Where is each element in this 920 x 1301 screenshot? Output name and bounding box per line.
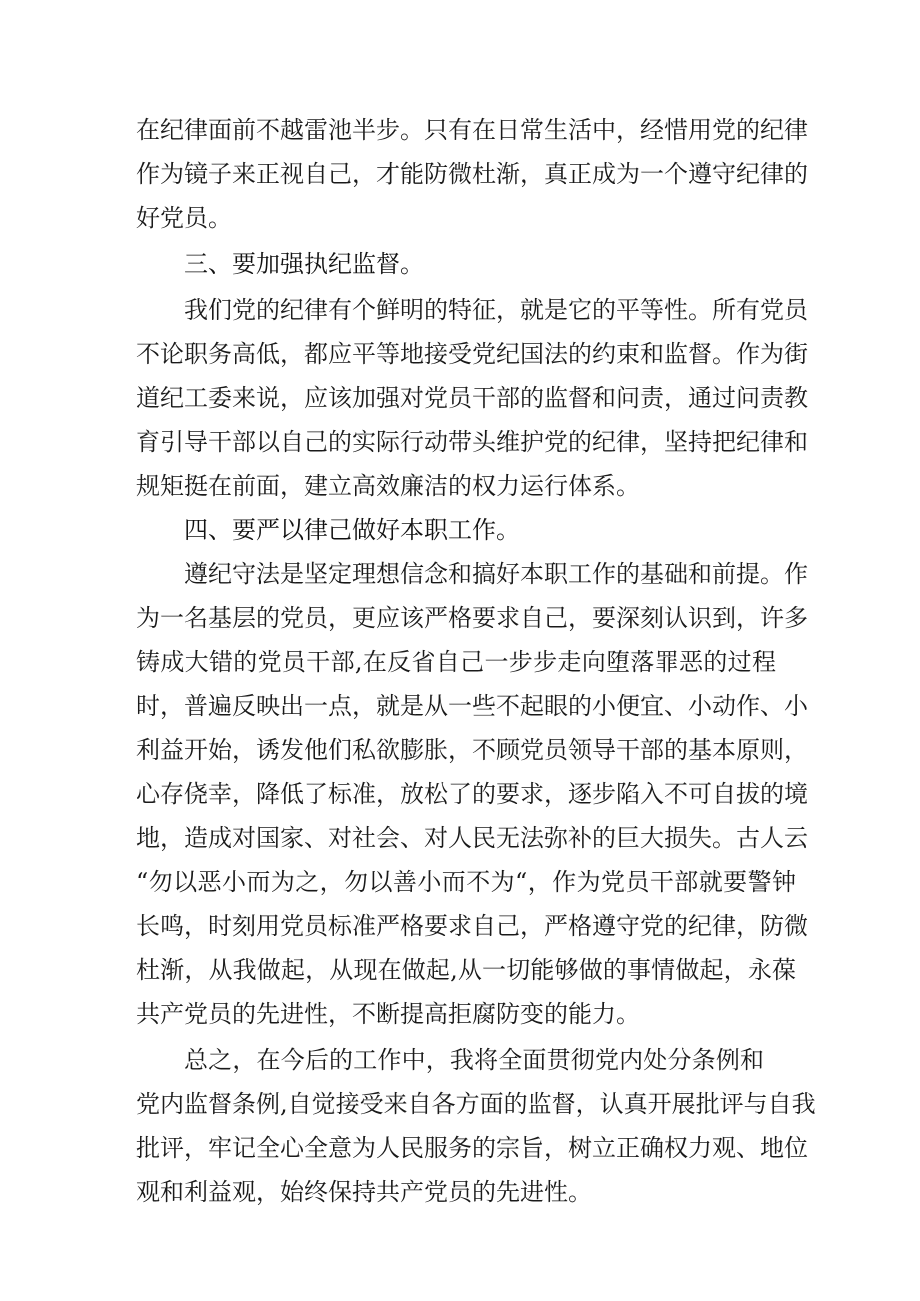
paragraph-line: 在纪律面前不越雷池半步。只有在日常生活中，经惜用党的纪律 [136, 116, 808, 144]
paragraph-line: 杜渐，从我做起，从现在做起,从一切能够做的事情做起，永葆 [136, 956, 796, 984]
paragraph-line: 党内监督条例,自觉接受来自各方面的监督，认真开展批评与自我 [136, 1090, 816, 1118]
paragraph-line: 好党员。 [136, 204, 232, 232]
paragraph-line: 地，造成对国家、对社会、对人民无法弥补的巨大损失。古人云 [136, 824, 808, 852]
paragraph-line: 时，普遍反映出一点，就是从一些不起眼的小便宜、小动作、小 [136, 692, 808, 720]
paragraph-line: 共产党员的先进性，不断提高拒腐防变的能力。 [136, 1000, 640, 1028]
section-heading: 三、要加强执纪监督。 [184, 250, 424, 278]
paragraph-line: 铸成大错的党员干部,在反省自己一步步走向堕落罪恶的过程 [136, 648, 776, 676]
paragraph-line: 观和利益观，始终保持共产党员的先进性。 [136, 1178, 592, 1206]
paragraph-line: 利益开始，诱发他们私欲膨胀，不顾党员领导干部的基本原则， [136, 736, 808, 764]
paragraph-line: 总之，在今后的工作中，我将全面贯彻党内处分条例和 [184, 1046, 764, 1074]
paragraph-line: 道纪工委来说，应该加强对党员干部的监督和问责，通过问责教 [136, 384, 808, 412]
paragraph-line: 育引导干部以自己的实际行动带头维护党的纪律，坚持把纪律和 [136, 428, 808, 456]
paragraph-line: 我们党的纪律有个鲜明的特征，就是它的平等性。所有党员 [184, 296, 808, 324]
paragraph-line: “勿以恶小而为之，勿以善小而不为“，作为党员干部就要警钟 [136, 868, 796, 896]
paragraph-line: 为一名基层的党员，更应该严格要求自己，要深刻认识到，许多 [136, 604, 808, 632]
paragraph-line: 长鸣，时刻用党员标准严格要求自己，严格遵守党的纪律，防微 [136, 912, 808, 940]
paragraph-line: 心存侥幸，降低了标准，放松了的要求，逐步陷入不可自拔的境 [136, 780, 808, 808]
paragraph-line: 遵纪守法是坚定理想信念和搞好本职工作的基础和前提。作 [184, 560, 808, 588]
paragraph-line: 不论职务高低，都应平等地接受党纪国法的约束和监督。作为街 [136, 340, 808, 368]
paragraph-line: 作为镜子来正视自己，才能防微杜渐，真正成为一个遵守纪律的 [136, 160, 808, 188]
paragraph-line: 规矩挺在前面，建立高效廉洁的权力运行体系。 [136, 472, 640, 500]
paragraph-line: 批评，牢记全心全意为人民服务的宗旨，树立正确权力观、地位 [136, 1134, 808, 1162]
section-heading: 四、要严以律己做好本职工作。 [184, 516, 520, 544]
